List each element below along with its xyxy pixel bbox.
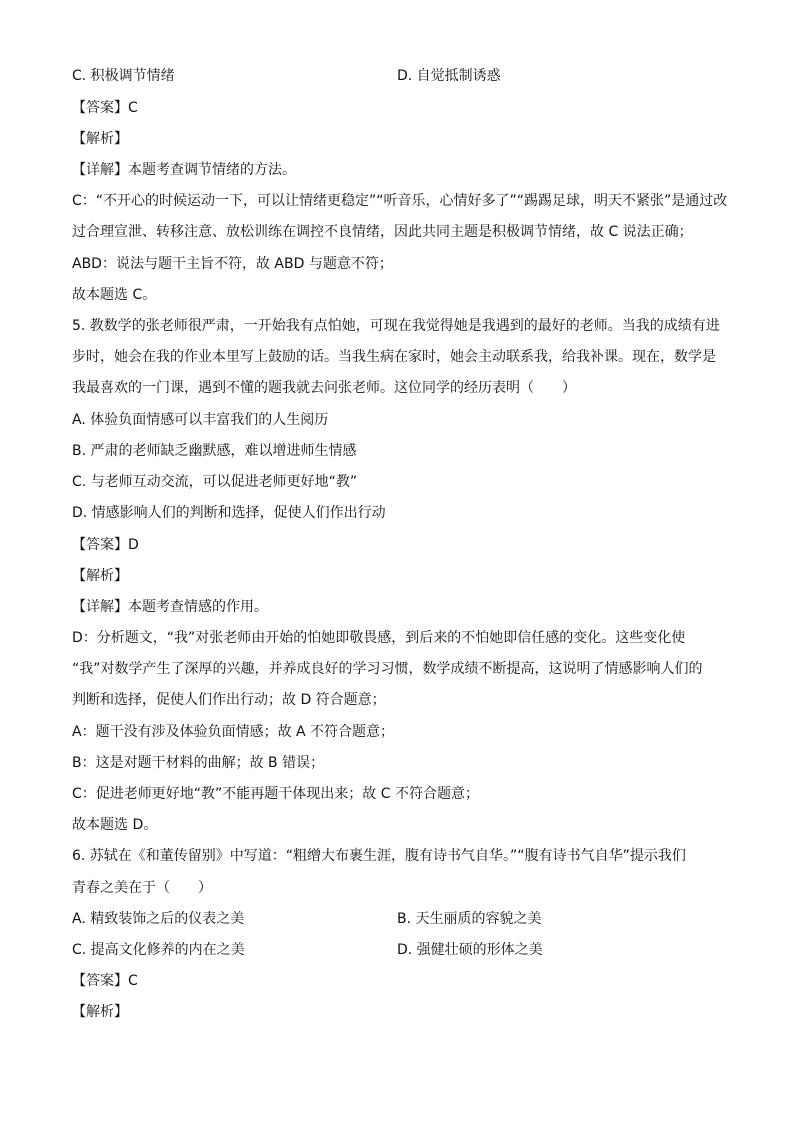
q5-stem-line-3: 我最喜欢的一门课，遇到不懂的题我就去问张老师。这位同学的经历表明（ ） (72, 380, 576, 396)
q5-option-c: C. 与老师互动交流，可以促进老师更好地“教” (72, 474, 358, 490)
q6-option-a: A. 精致装饰之后的仪表之美 (72, 911, 245, 927)
q5-option-d: D. 情感影响人们的判断和选择，促使人们作出行动 (72, 505, 386, 521)
q6-option-c: C. 提高文化修养的内在之美 (72, 942, 245, 958)
q5-explain-line-2: “我”对数学产生了深厚的兴趣，并养成良好的学习习惯，数学成绩不断提高，这说明了情感影响人们的 (72, 661, 703, 677)
q5-analysis-label: 【解析】 (72, 568, 128, 584)
q5-stem-line-2: 步时，她会在我的作业本里写上鼓励的话。当我生病在家时，她会主动联系我，给我补课。现在，数学是 (72, 349, 716, 365)
q6-option-b: B. 天生丽质的容貌之美 (397, 911, 542, 927)
q6-option-d: D. 强健壮硕的形体之美 (397, 942, 543, 958)
q4-explain-line-3: ABD：说法与题干主旨不符，故 ABD 与题意不符； (72, 256, 393, 272)
q5-explain-line-3: 判断和选择，促使人们作出行动；故 D 符合题意； (72, 692, 386, 708)
q5-option-b: B. 严肃的老师缺乏幽默感，难以增进师生情感 (72, 443, 357, 459)
q5-conclusion: 故本题选 D。 (72, 817, 158, 833)
q5-detail: 【详解】本题考查情感的作用。 (72, 599, 268, 615)
q5-answer: 【答案】D (72, 537, 139, 553)
q4-option-c: C. 积极调节情绪 (72, 68, 175, 84)
q6-answer: 【答案】C (72, 973, 138, 989)
q4-analysis-label: 【解析】 (72, 131, 128, 147)
q5-explain-line-5: B：这是对题干材料的曲解；故 B 错误； (72, 755, 325, 771)
q4-option-d: D. 自觉抵制诱惑 (397, 68, 501, 84)
q5-explain-line-6: C：促进老师更好地“教”不能再题干体现出来；故 C 不符合题意； (72, 786, 479, 802)
q4-detail: 【详解】本题考查调节情绪的方法。 (72, 162, 296, 178)
q4-explain-line-1: C：“不开心的时候运动一下，可以让情绪更稳定”“听音乐，心情好多了”“踢踢足球，明天不紧张”是通过改 (72, 193, 728, 209)
q6-analysis-label: 【解析】 (72, 1004, 128, 1020)
q5-explain-line-4: A：题干没有涉及体验负面情感；故 A 不符合题意； (72, 724, 395, 740)
q5-option-a: A. 体验负面情感可以丰富我们的人生阅历 (72, 412, 329, 428)
q6-stem-line-2: 青春之美在于（ ） (72, 880, 212, 896)
q5-stem-line-1: 5. 教数学的张老师很严肃，一开始我有点怕她，可现在我觉得她是我遇到的最好的老师。当我的成绩有进 (72, 318, 720, 334)
q4-conclusion: 故本题选 C。 (72, 287, 157, 303)
q5-explain-line-1: D：分析题文，“我”对张老师由开始的怕她即敬畏感，到后来的不怕她即信任感的变化。这些变化使 (72, 630, 686, 646)
q6-stem-line-1: 6. 苏轼在《和董传留别》中写道：“粗缯大布裹生涯，腹有诗书气自华。”“腹有诗书气自华”提示我们 (72, 848, 686, 864)
q4-answer: 【答案】C (72, 100, 138, 116)
q4-explain-line-2: 过合理宣泄、转移注意、放松训练在调控不良情绪，因此共同主题是积极调节情绪，故 C 说法正确； (72, 224, 693, 240)
